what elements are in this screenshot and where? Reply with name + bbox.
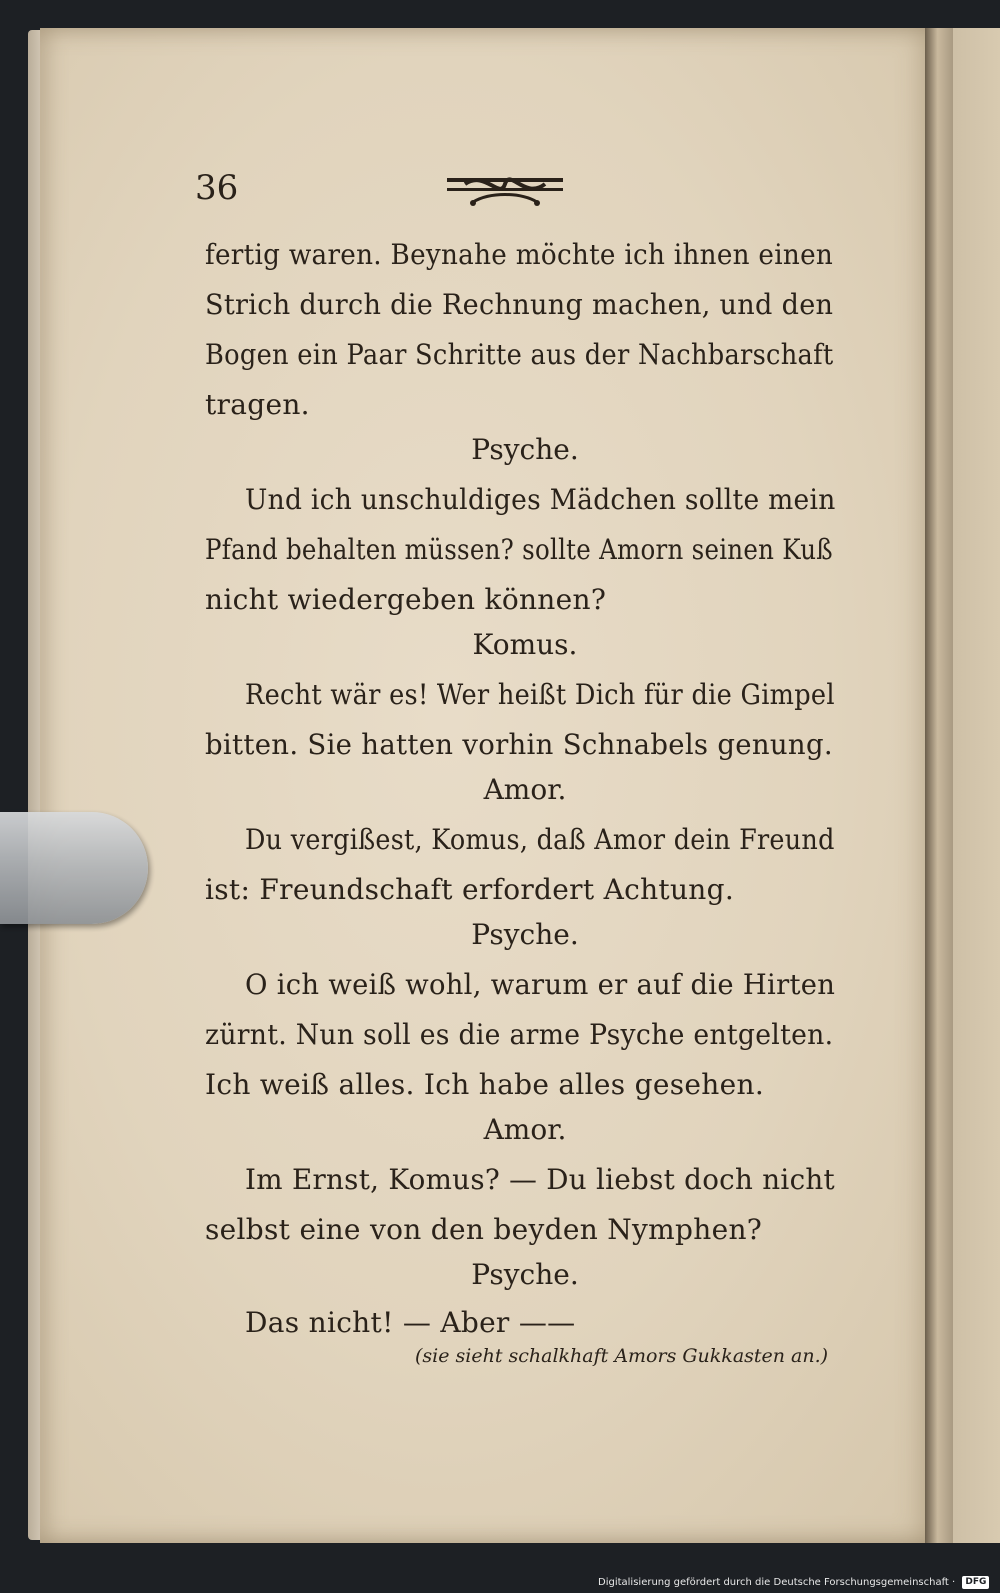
- text-line: Pfand behalten müssen? sollte Amorn seinen Kuß: [205, 533, 833, 566]
- text-line: bitten. Sie hatten vorhin Schnabels genung.: [205, 728, 833, 761]
- speaker-name: Psyche.: [471, 1258, 579, 1291]
- text-line: Und ich unschuldiges Mädchen sollte mein: [245, 483, 836, 516]
- page-clip: [0, 812, 148, 924]
- speaker-name: Komus.: [472, 628, 578, 661]
- text-line: Recht wär es! Wer heißt Dich für die Gimpel: [245, 678, 835, 711]
- stage-direction: (sie sieht schalkhaft Amors Gukkasten an.): [415, 1345, 829, 1367]
- text-line: Strich durch die Rechnung machen, und den: [205, 288, 834, 321]
- speaker-name: Psyche.: [471, 918, 579, 951]
- text-line: Das nicht! — Aber ——: [245, 1306, 576, 1339]
- text-line: ist: Freundschaft erfordert Achtung.: [205, 873, 735, 906]
- page-number: 36: [195, 168, 239, 208]
- dfg-logo-icon: DFG: [962, 1576, 989, 1589]
- text-line: Bogen ein Paar Schritte aus der Nachbarschaft: [205, 338, 834, 371]
- text-line: Ich weiß alles. Ich habe alles gesehen.: [205, 1068, 765, 1101]
- digitization-credit: [598, 1574, 989, 1592]
- knot-ornament-icon: [445, 172, 565, 216]
- facing-page-edge: [950, 28, 1000, 1543]
- footer-text: Digitalisierung gefördert durch die Deutsche Forschungsgemeinschaft ·: [598, 1577, 956, 1588]
- text-line: Im Ernst, Komus? — Du liebst doch nicht: [245, 1163, 835, 1196]
- page-header: [195, 168, 835, 214]
- text-line: O ich weiß wohl, warum er auf die Hirten: [245, 968, 836, 1001]
- text-line: nicht wiedergeben können?: [205, 583, 607, 616]
- speaker-name: Psyche.: [471, 433, 579, 466]
- speaker-name: Amor.: [483, 1113, 567, 1146]
- page-gutter-shadow: [925, 28, 953, 1543]
- text-line: fertig waren. Beynahe möchte ich ihnen einen: [205, 238, 834, 271]
- text-line: tragen.: [205, 388, 310, 421]
- text-line: zürnt. Nun soll es die arme Psyche entgelten.: [205, 1018, 834, 1051]
- text-line: selbst eine von den beyden Nymphen?: [205, 1213, 763, 1246]
- speaker-name: Amor.: [483, 773, 567, 806]
- text-line: Du vergißest, Komus, daß Amor dein Freund: [245, 823, 835, 856]
